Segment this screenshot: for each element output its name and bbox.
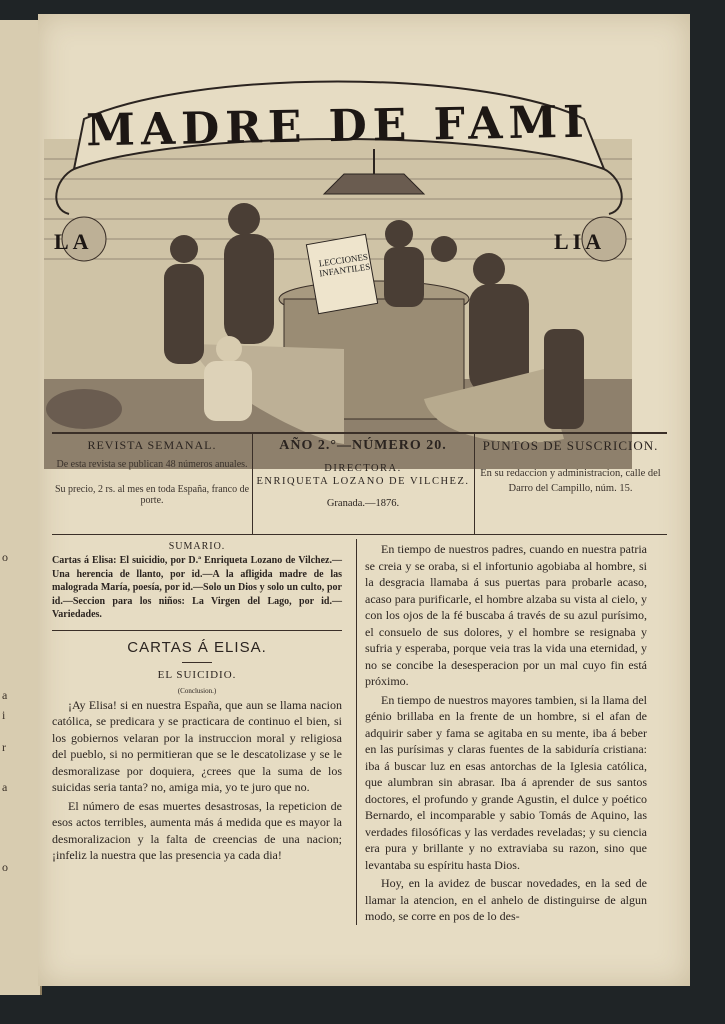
- revista-semanal-column: [52, 434, 253, 534]
- prev-page-fragment: r: [2, 740, 6, 754]
- subscription-column: [474, 434, 667, 534]
- article-title: CARTAS Á ELISA.: [127, 638, 267, 656]
- director-label: DIRECTORA.: [324, 463, 402, 474]
- revista-semanal-heading: REVISTA SEMANAL.: [87, 438, 217, 452]
- article-note: (Conclusion.): [177, 686, 217, 695]
- subscription-text: En su redaccion y administracion, calle del Darro del Campillo, núm. 15.: [480, 468, 661, 494]
- place-date: Granada.—1876.: [326, 498, 400, 509]
- issues-per-year: De esta revista se publican 48 números anuales.: [56, 459, 248, 470]
- divider: [52, 630, 342, 631]
- subscription-heading: PUNTOS DE SUSCRICION.: [482, 438, 659, 453]
- article-paragraph: En tiempo de nuestros padres, cuando en nuestra patria se creia y se oraba, si el infortunio agobiaba al hombre, si la desgracia llamaba á sus puertas para probarle acaso, acaso para purificarle, el hombre alzaba su vista al cielo, y con los ojos de la fé buscaba á través de su azul purísimo, el consuelo de sus dolores, y el hombre se resignaba y sufria y esperaba, porque veia tras la vida una eternidad, y no se concibe la desesperacion por un mal cuyo fin está próximo.: [365, 542, 647, 688]
- issue-column: [252, 434, 475, 534]
- previous-page-edge: [0, 20, 42, 995]
- publication-info-row: [52, 432, 667, 535]
- article-paragraph: Hoy, en la avidez de buscar novedades, en la sed de llamar la atencion, en el anhelo de distinguirse de algun modo, se corre en pos de lo des-: [365, 876, 647, 923]
- issue-number: AÑO 2.°—NÚMERO 20.: [279, 438, 447, 453]
- right-column: [356, 539, 647, 925]
- prev-page-fragment: i: [2, 708, 6, 722]
- newspaper-page: [38, 14, 690, 986]
- divider: [182, 662, 212, 663]
- masthead-title-right: LIA: [554, 229, 606, 254]
- price-text: Su precio, 2 rs. al mes en toda España, franco de porte.: [54, 484, 250, 506]
- prev-page-fragment: o: [2, 860, 8, 874]
- sumario-heading: SUMARIO.: [168, 541, 226, 552]
- prev-page-fragment: o: [2, 550, 8, 564]
- book-cover-text: LECCIONES INFANTILES: [318, 251, 371, 279]
- article-paragraph: En tiempo de nuestros mayores tambien, si la llama del génio brillaba en la frente de un hombre, si el afan de adquirir saber y fama se agitaba en su mente, iba á beber en las purísimas y claras fuentes de la sabiduría cristiana: iba á buscar luz en esas antorchas de la Iglesia católica, que alumbran sin abrasar. Iba á aprender de sus santos doctores, el profundo y grande Agustin, el dulce y poético Bernardo, el incomparable y sabio Tomás de Aquino, las verdades filosóficas y las verdades reveladas; y su ciencia era pura y brillante y no extraviaba su razon, sino que levantaba su espíritu hasta Dios.: [365, 692, 647, 872]
- left-column: [52, 539, 342, 864]
- prev-page-fragment: a: [2, 688, 8, 702]
- masthead-title-left: LA: [54, 229, 93, 254]
- sumario-text: Cartas á Elisa: El suicidio, por D.ª Enriqueta Lozano de Vilchez.—Una herencia de llanto, por id.—A la afligida madre de las malograda María, poesía, por id.—Solo un Dios y solo un culto, por id.—Seccion para los niños: La Virgen del Lago, por id.—Variedades.: [52, 555, 342, 620]
- director-name: ENRIQUETA LOZANO DE VILCHEZ.: [256, 476, 470, 487]
- article-paragraph: El número de esas muertes desastrosas, la repeticion de esos actos terribles, aumenta más á medida que es mayor la desmoralizacion y la falta de creencias de una nacion; ¡infeliz la nuestra que las presencia ya cada dia!: [52, 798, 342, 862]
- article-subtitle: EL SUICIDIO.: [157, 668, 237, 681]
- masthead: [44, 59, 632, 434]
- prev-page-fragment: a: [2, 780, 8, 794]
- masthead-title: MADRE DE FAMI: [85, 96, 591, 157]
- article-paragraph: ¡Ay Elisa! si en nuestra España, que aun se llama nacion católica, se predicara y se practicara de continuo el bien, si los gobiernos velaran por la instruccion moral y religiosa del pueblo, si no permitieran que se le descatolizase y se le desmoralizase por doquiera, ¿crees que la suma de los suicidas seria tanta? no, amiga mia, yo te juro que no.: [52, 697, 342, 794]
